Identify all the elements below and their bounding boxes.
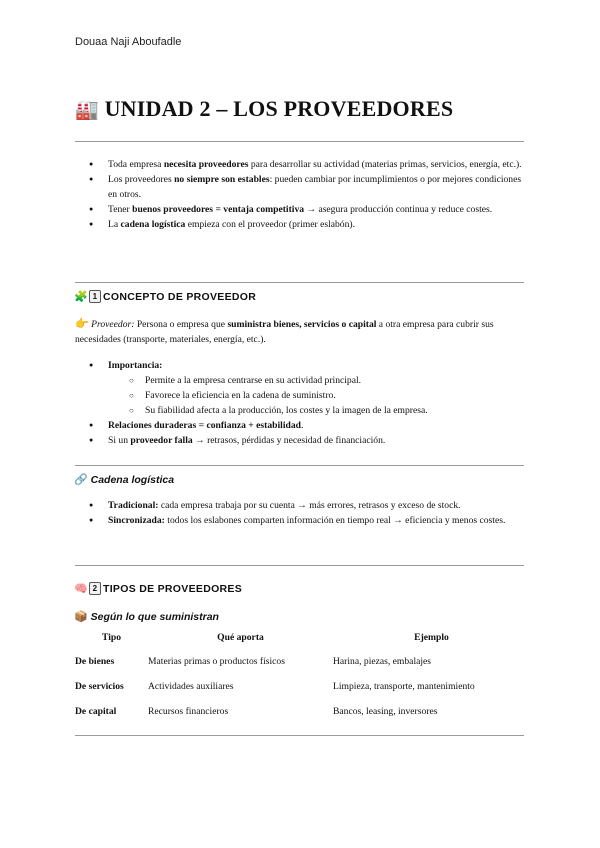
- table-cell: De bienes: [75, 656, 115, 667]
- proveedores-table: [75, 626, 530, 724]
- divider: [75, 465, 524, 466]
- page-title: [75, 96, 453, 122]
- link-icon: 🔗: [74, 473, 88, 486]
- section-heading-tipos: [74, 582, 242, 595]
- section-title: TIPOS DE PROVEEDORES: [103, 583, 243, 595]
- package-icon: 📦: [74, 610, 88, 623]
- cadena-list: [75, 498, 525, 528]
- subsection-heading-suministran: [74, 610, 219, 623]
- divider: [75, 565, 524, 566]
- page-title-text: UNIDAD 2 – LOS PROVEEDORES: [104, 96, 454, 121]
- section-heading-concepto: [74, 290, 256, 303]
- list-item: ● Sincronizada: todos los eslabones comparten información en tiempo real → eficiencia y menos costes.: [75, 513, 525, 528]
- list-item: ● Los proveedores no siempre son estables: pueden cambiar por incumplimientos o por mejores condiciones en otros.: [75, 172, 525, 202]
- table-cell: Recursos financieros: [148, 706, 229, 717]
- subsection-title: Cadena logística: [90, 474, 175, 486]
- divider: [75, 735, 524, 736]
- table-row: [75, 699, 530, 724]
- pointing-hand-icon: 👉: [75, 317, 89, 330]
- table-cell: Actividades auxiliares: [148, 681, 234, 692]
- author-name: Douaa Naji Aboufadle: [75, 36, 182, 48]
- list-item: ● Tradicional: cada empresa trabaja por su cuenta → más errores, retrasos y exceso de stock.: [75, 498, 525, 513]
- sub-list-item: ○ Permite a la empresa centrarse en su actividad principal.: [108, 373, 525, 388]
- sub-list-item: ○ Su fiabilidad afecta a la producción, los costes y la imagen de la empresa.: [108, 403, 525, 418]
- column-header: Ejemplo: [414, 632, 449, 643]
- list-item: ● Si un proveedor falla → retrasos, pérdidas y necesidad de financiación.: [75, 433, 525, 448]
- factory-icon: 🏭: [75, 99, 99, 121]
- table-header-row: [75, 626, 530, 649]
- list-item: ● Tener buenos proveedores = ventaja competitiva → asegura producción continua y reduce costes.: [75, 202, 525, 217]
- table-cell: De servicios: [75, 681, 124, 692]
- list-item: ● La cadena logística empieza con el proveedor (primer eslabón).: [75, 217, 525, 232]
- sub-list-item: ○ Favorece la eficiencia en la cadena de suministro.: [108, 388, 525, 403]
- concepto-list: [75, 358, 525, 448]
- list-item: ● Importancia: ○ Permite a la empresa centrarse en su actividad principal. ○ Favorece la eficiencia en la cadena de suministro. ○ Su fiabilidad afecta a la producción, los costes y la imagen de la empresa.: [75, 358, 525, 418]
- column-header: Tipo: [101, 632, 122, 643]
- puzzle-icon: 🧩: [74, 290, 88, 303]
- intro-list: [75, 157, 525, 232]
- brain-icon: 🧠: [74, 582, 88, 595]
- table-row: [75, 674, 530, 699]
- table-row: [75, 649, 530, 674]
- table-cell: Bancos, leasing, inversores: [333, 706, 438, 717]
- column-header: Qué aporta: [217, 632, 264, 643]
- divider: [75, 141, 524, 142]
- keycap-two-icon: 2: [89, 582, 101, 595]
- table-cell: Materias primas o productos físicos: [148, 656, 285, 667]
- keycap-one-icon: 1: [89, 290, 101, 303]
- subsection-title: Según lo que suministran: [90, 611, 219, 623]
- table-cell: Limpieza, transporte, mantenimiento: [333, 681, 475, 692]
- section-heading-cadena: [74, 473, 174, 486]
- importancia-sublist: [108, 373, 525, 418]
- list-item: ● Relaciones duraderas = confianza + estabilidad.: [75, 418, 525, 433]
- table-cell: Harina, piezas, embalajes: [333, 656, 432, 667]
- table-cell: De capital: [75, 706, 117, 717]
- list-item: ● Toda empresa necesita proveedores para desarrollar su actividad (materias primas, servicios, energía, etc.).: [75, 157, 525, 172]
- section-title: CONCEPTO DE PROVEEDOR: [103, 291, 257, 303]
- divider: [75, 282, 524, 283]
- definition-paragraph: 👉 Proveedor: Persona o empresa que suministra bienes, servicios o capital a otra empresa para cubrir sus necesidades (transporte, materiales, energía, etc.).: [75, 317, 494, 345]
